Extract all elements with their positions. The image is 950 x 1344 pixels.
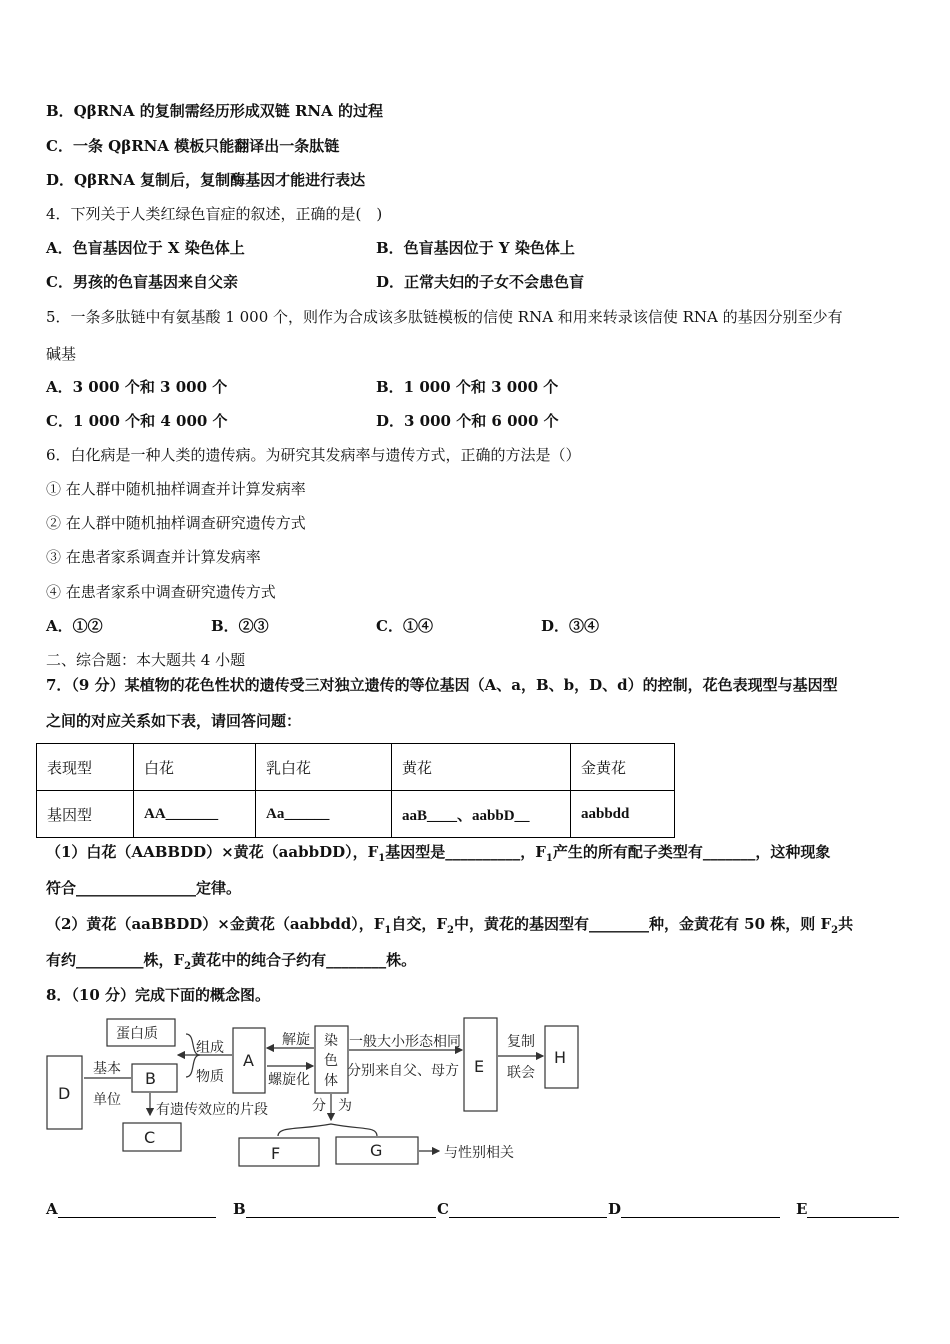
blank-a (46, 1200, 216, 1218)
box-e (464, 1018, 497, 1111)
q6-option-c: C．①④ (376, 617, 433, 635)
q5-option-a: A．3 000 个和 3 000 个 (46, 378, 228, 396)
label-divide-1: 分 (312, 1098, 326, 1114)
label-similar: 一般大小形态相同 (349, 1034, 461, 1050)
q6-option-a: A．①② (46, 617, 103, 635)
label-synapsis: 联会 (507, 1065, 535, 1081)
subscript: 2 (831, 925, 839, 936)
table-cell: 白花 (134, 744, 256, 791)
text-segment: 自交，F (391, 915, 447, 933)
label-h: H (554, 1048, 567, 1067)
text-segment: （2）黄花（aaBBDD）×金黄花（aabbdd），F (46, 915, 385, 933)
subscript: 1 (545, 853, 553, 864)
label-c: C (144, 1128, 156, 1147)
q7-stem-line2: 之间的对应关系如下表，请回答问题： (46, 712, 302, 730)
table-cell: 黄花 (392, 744, 571, 791)
text-segment: （1）白花（AABBDD）×黄花（aabbDD），F (46, 843, 379, 861)
q8-answer-blanks (46, 1200, 902, 1224)
q7-part1-line2: 符合________________定律。 (46, 879, 242, 897)
label-protein: 蛋白质 (116, 1026, 158, 1042)
q3-option-d: D．QβRNA 复制后，复制酶基因才能进行表达 (46, 171, 366, 189)
q4-option-c: C．男孩的色盲基因来自父亲 (46, 273, 238, 291)
subscript: 2 (184, 961, 192, 972)
q5-option-c: C．1 000 个和 4 000 个 (46, 412, 228, 430)
q4-option-d: D．正常夫妇的子女不会患色盲 (376, 273, 585, 291)
box-f (239, 1138, 319, 1166)
box-b (132, 1064, 177, 1092)
label-sex-related: 与性别相关 (444, 1145, 514, 1161)
q4-stem: 4．下列关于人类红绿色盲症的叙述，正确的是( ) (46, 205, 383, 223)
q6-stem: 6．白化病是一种人类的遗传病。为研究其发病率与遗传方式，正确的方法是（） (46, 446, 581, 464)
blank-label: E (796, 1200, 808, 1218)
q6-option-d: D．③④ (541, 617, 600, 635)
text-segment: 产生的所有配子类型有_______，这种现象 (552, 843, 831, 861)
blank-e (796, 1200, 899, 1218)
label-b: B (145, 1069, 156, 1088)
box-g (336, 1137, 418, 1164)
q5-stem-line1: 5．一条多肽链中有氨基酸 1 000 个，则作为合成该多肽链模板的信使 RNA 和用来转录该信使 RNA 的基因分别至少有 (46, 308, 843, 326)
blank-d (608, 1200, 780, 1218)
q6-statement-2: ② 在人群中随机抽样调查研究遗传方式 (46, 514, 306, 532)
label-basic-1: 基本 (93, 1061, 121, 1077)
table-row (37, 791, 675, 838)
table-cell: AA_______ (134, 791, 256, 838)
label-chromosome-3: 体 (324, 1073, 338, 1089)
text-segment: 共 (838, 915, 854, 933)
label-unwind: 解旋 (282, 1032, 310, 1048)
box-a (233, 1028, 265, 1093)
answer-line[interactable] (621, 1201, 780, 1218)
q6-statement-1: ① 在人群中随机抽样调查并计算发病率 (46, 480, 306, 498)
answer-line[interactable] (449, 1201, 607, 1218)
label-compose-1: 组成 (196, 1040, 224, 1056)
label-d: D (58, 1084, 71, 1103)
q4-option-a: A．色盲基因位于 X 染色体上 (46, 239, 245, 257)
answer-line[interactable] (246, 1201, 436, 1218)
label-a: A (243, 1051, 254, 1070)
divide-brace (278, 1124, 377, 1136)
blank-c (437, 1200, 607, 1218)
blank-label: C (437, 1200, 449, 1218)
blank-label: A (46, 1200, 58, 1218)
text-segment: 中，黄花的基因型有________种，金黄花有 50 株，则 F (453, 915, 832, 933)
label-divide-2: 为 (338, 1098, 352, 1114)
table-cell: 乳白花 (256, 744, 392, 791)
table-cell: 基因型 (37, 791, 134, 838)
label-spiral: 螺旋化 (268, 1072, 310, 1088)
blank-label: D (608, 1200, 622, 1218)
q7-part2-line2 (46, 950, 416, 977)
label-basic-2: 单位 (93, 1092, 121, 1108)
table-cell: aabbdd (571, 791, 675, 838)
q5-option-d: D．3 000 个和 6 000 个 (376, 412, 559, 430)
table-cell: aaB____、aabbD__ (392, 791, 571, 838)
label-e: E (474, 1057, 485, 1076)
q5-stem-line2: 碱基 (46, 345, 77, 363)
table-row (37, 744, 675, 791)
section-2-heading: 二、综合题：本大题共 4 小题 (46, 651, 246, 669)
subscript: 1 (384, 925, 392, 936)
box-c (123, 1123, 181, 1151)
phenotype-genotype-table (36, 743, 675, 838)
subscript: 1 (378, 853, 386, 864)
box-h (545, 1026, 578, 1088)
q7-stem-line1: 7．（9 分）某植物的花色性状的遗传受三对独立遗传的等位基因（A、a，B、b，D、d）的控制，花色表现型与基因型 (46, 676, 838, 694)
blank-b (233, 1200, 436, 1218)
box-chromosome (315, 1026, 348, 1093)
q6-statement-3: ③ 在患者家系调查并计算发病率 (46, 548, 261, 566)
q7-part2-line1 (46, 914, 853, 941)
answer-line[interactable] (58, 1201, 216, 1218)
table-cell: 金黄花 (571, 744, 675, 791)
label-copy: 复制 (507, 1034, 535, 1050)
q5-option-b: B．1 000 个和 3 000 个 (376, 378, 559, 396)
label-g: G (370, 1141, 383, 1160)
text-segment: 有约_________株，F (46, 951, 185, 969)
blank-label: B (233, 1200, 246, 1218)
q3-option-b: B．QβRNA 的复制需经历形成双链 RNA 的过程 (46, 102, 384, 120)
q4-option-b: B．色盲基因位于 Y 染色体上 (376, 239, 575, 257)
table-cell: Aa______ (256, 791, 392, 838)
box-d (47, 1056, 82, 1129)
label-genetic-segment: 有遗传效应的片段 (156, 1102, 268, 1118)
q6-option-b: B．②③ (211, 617, 269, 635)
label-chromosome-1: 染 (324, 1033, 338, 1049)
table-cell: 表现型 (37, 744, 134, 791)
q3-option-c: C．一条 QβRNA 模板只能翻译出一条肽链 (46, 137, 340, 155)
compose-brace (186, 1034, 200, 1077)
q7-part1-line1 (46, 842, 830, 869)
text-segment: 基因型是__________，F (385, 843, 546, 861)
answer-line[interactable] (807, 1201, 899, 1218)
text-segment: 黄花中的纯合子约有________株。 (191, 951, 417, 969)
label-chromosome-2: 色 (324, 1053, 338, 1069)
protein-box (107, 1019, 175, 1046)
q8-stem: 8．（10 分）完成下面的概念图。 (46, 986, 271, 1004)
label-origin: 分别来自父、母方 (347, 1063, 459, 1079)
subscript: 2 (446, 925, 454, 936)
label-compose-2: 物质 (196, 1069, 224, 1085)
label-f: F (271, 1144, 281, 1163)
q6-statement-4: ④ 在患者家系中调查研究遗传方式 (46, 583, 276, 601)
